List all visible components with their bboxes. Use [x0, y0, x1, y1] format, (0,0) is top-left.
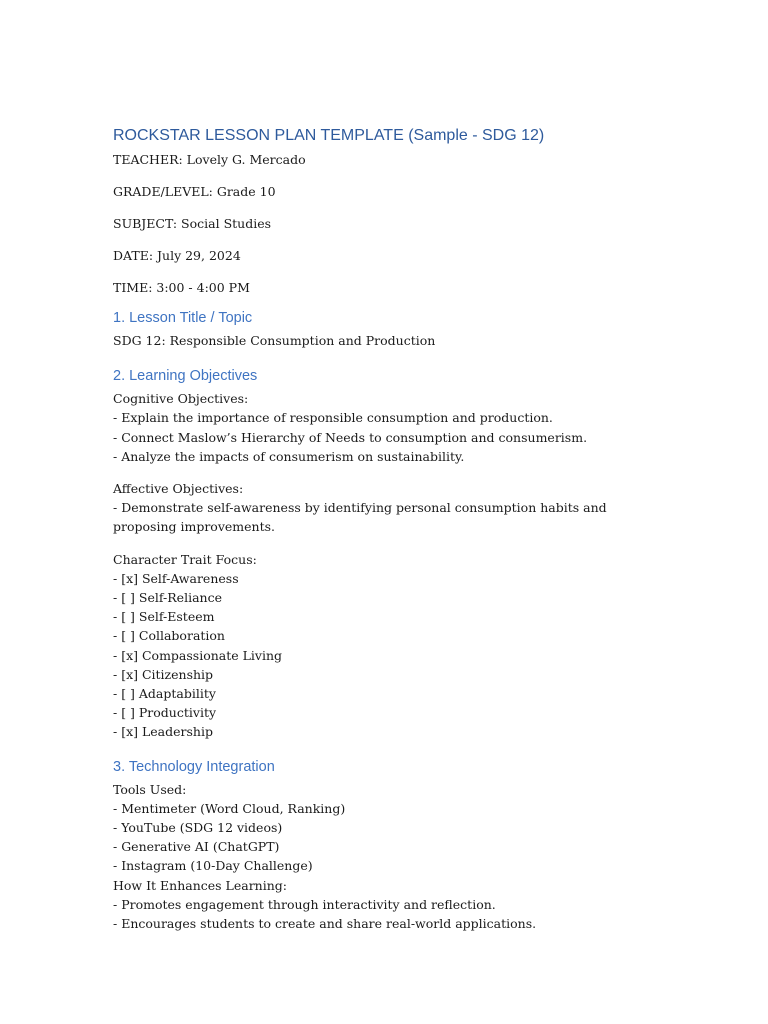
affective-objectives-label: Affective Objectives: [113, 481, 244, 497]
enhances-learning-label: How It Enhances Learning: [113, 877, 287, 893]
trait-item: - [ ] Productivity [113, 705, 217, 721]
trait-item: - [x] Compassionate Living [113, 647, 283, 663]
tool-item: - Mentimeter (Word Cloud, Ranking) [113, 800, 346, 816]
technology-integration-heading: 3. Technology Integration [113, 758, 275, 775]
grade-level-line: GRADE/LEVEL: Grade 10 [113, 184, 276, 199]
cognitive-objectives-label: Cognitive Objectives: [113, 391, 249, 407]
cognitive-objective-item: - Connect Maslow’s Hierarchy of Needs to consumption and consumerism. [113, 429, 588, 445]
affective-objective-item: - Demonstrate self-awareness by identifying personal consumption habits and proposing improvements. [113, 500, 607, 535]
tool-item: - Instagram (10-Day Challenge) [113, 858, 313, 874]
trait-item: - [x] Leadership [113, 724, 213, 740]
trait-item: - [ ] Self-Reliance [113, 590, 222, 606]
tool-item: - Generative AI (ChatGPT) [113, 839, 280, 855]
lesson-plan-page [113, 125, 673, 933]
trait-item: - [x] Citizenship [113, 666, 214, 682]
tool-item: - YouTube (SDG 12 videos) [113, 820, 283, 836]
document-title: ROCKSTAR LESSON PLAN TEMPLATE (Sample - SDG 12) [113, 127, 545, 144]
trait-item: - [x] Self-Awareness [113, 570, 239, 586]
learning-objectives-heading: 2. Learning Objectives [113, 368, 258, 385]
date-line: DATE: July 29, 2024 [113, 248, 241, 263]
tools-used-label: Tools Used: [113, 781, 187, 797]
lesson-title-heading: 1. Lesson Title / Topic [113, 310, 253, 326]
character-trait-label: Character Trait Focus: [113, 551, 257, 567]
cognitive-objective-item: - Analyze the impacts of consumerism on sustainability. [113, 448, 465, 464]
trait-item: - [ ] Collaboration [113, 628, 225, 644]
lesson-title-text: SDG 12: Responsible Consumption and Production [113, 333, 436, 348]
teacher-line: TEACHER: Lovely G. Mercado [113, 152, 306, 167]
enhancement-item: - Promotes engagement through interactivity and reflection. [113, 896, 496, 912]
trait-item: - [ ] Self-Esteem [113, 609, 215, 625]
trait-item: - [ ] Adaptability [113, 686, 216, 702]
cognitive-objective-item: - Explain the importance of responsible consumption and production. [113, 410, 553, 426]
enhancement-item: - Encourages students to create and share real-world applications. [113, 916, 537, 932]
subject-line: SUBJECT: Social Studies [113, 216, 272, 231]
time-line: TIME: 3:00 - 4:00 PM [113, 280, 250, 295]
